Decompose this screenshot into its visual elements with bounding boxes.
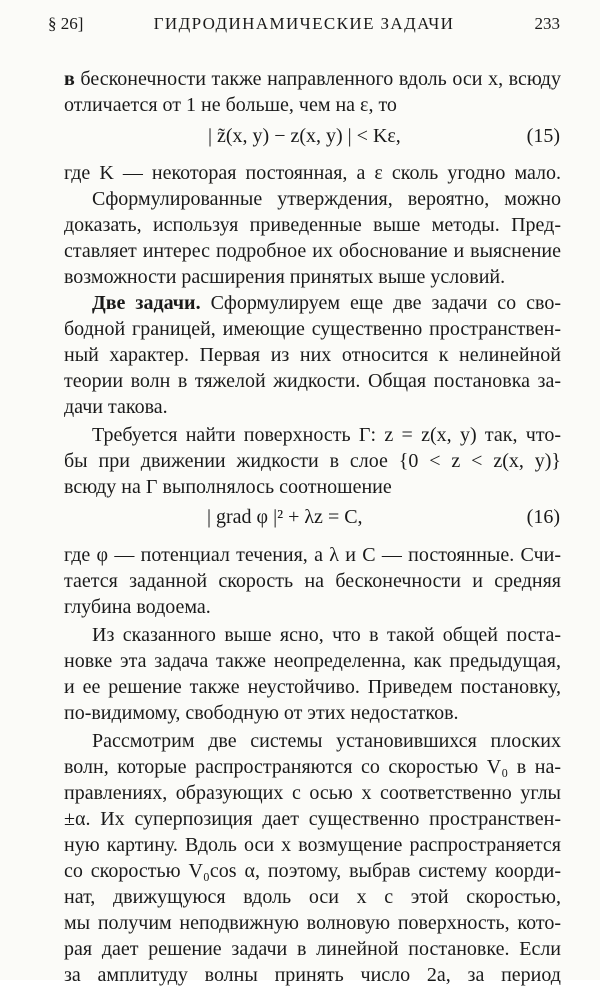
text-line: мы получим неподвижную волновую поверхность, кото-: [64, 912, 561, 934]
text-line: нат, движущуюся вдоль оси x с этой скоростью,: [64, 886, 561, 908]
text-line: доказать, используя приведенные выше методы. Пред-: [64, 214, 561, 236]
equation-15: | z̃(x, y) − z(x, y) | < Kε,: [208, 125, 401, 147]
text-line: по-видимому, свободную от этих недостатков.: [64, 702, 459, 724]
text-line: теории волн в тяжелой жидкости. Общая постановка за-: [64, 370, 561, 392]
text-line: бодной границей, имеющие существенно пространствен-: [64, 318, 561, 340]
text-line: всюду на Γ выполнялось соотношение: [64, 476, 392, 498]
page-number: 233: [534, 14, 560, 33]
running-header: [48, 14, 560, 40]
text-line: и ее решение также неустойчиво. Приведем постановку,: [64, 676, 561, 698]
running-title: ГИДРОДИНАМИЧЕСКИЕ ЗАДАЧИ: [153, 14, 455, 33]
text-line: ±α. Их суперпозиция дает существенно пространствен-: [64, 808, 561, 830]
text-line: бы при движении жидкости в слое {0 < z < z(x, y)}: [64, 450, 561, 472]
paragraph-heading: Две задачи.: [92, 292, 201, 314]
text-line: рая дает решение задачи в линейной постановке. Если: [64, 938, 561, 960]
text-line: [64, 66, 561, 92]
bold-word: в: [64, 68, 75, 90]
text-line: со скоростью V₀cos α, поэтому, выбрав систему коорди-: [64, 860, 561, 882]
text-span: бесконечности также направленного вдоль оси x, всюду: [74, 68, 561, 90]
text-line: новке эта задача также неопределенна, как предыдущая,: [64, 650, 561, 672]
text-line: [92, 290, 561, 316]
text-line: тается заданной скорость на бесконечности и средняя: [64, 570, 561, 592]
text-span: Сформулируем еще две задачи со сво-: [200, 292, 561, 314]
equation-16: | grad φ |² + λz = C,: [207, 506, 363, 528]
text-line: за амплитуду волны принять число 2a, за период: [64, 964, 561, 986]
text-line: Рассмотрим две системы установившихся плоских: [92, 730, 561, 752]
text-line: Из сказанного выше ясно, что в такой общей поста-: [92, 624, 561, 646]
text-line: Требуется найти поверхность Γ: z = z(x, y) так, что-: [92, 424, 561, 446]
text-line: правлениях, образующих с осью x соответственно углы: [64, 782, 561, 804]
equation-number-15: (15): [526, 125, 560, 147]
section-number: § 26]: [48, 14, 84, 33]
text-line: где φ — потенциал течения, а λ и C — постоянные. Счи-: [64, 544, 561, 566]
text-line: Сформулированные утверждения, вероятно, можно: [92, 188, 561, 210]
text-line: глубина водоема.: [64, 596, 211, 618]
text-line: возможности расширения принятых выше условий.: [64, 266, 506, 288]
text-line: дачи такова.: [64, 396, 168, 418]
text-line: ную картину. Вдоль оси x возмущение распространяется: [64, 834, 561, 856]
equation-number-16: (16): [526, 506, 560, 528]
text-line: отличается от 1 не больше, чем на ε, то: [64, 94, 397, 116]
text-line: ставляет интерес подробное их обоснование и выяснение: [64, 240, 561, 262]
text-line: волн, которые распространяются со скоростью V₀ в на-: [64, 756, 561, 778]
text-line: ный характер. Первая из них относится к нелинейной: [64, 344, 561, 366]
text-line: где K — некоторая постоянная, а ε сколь угодно мало.: [64, 162, 561, 184]
